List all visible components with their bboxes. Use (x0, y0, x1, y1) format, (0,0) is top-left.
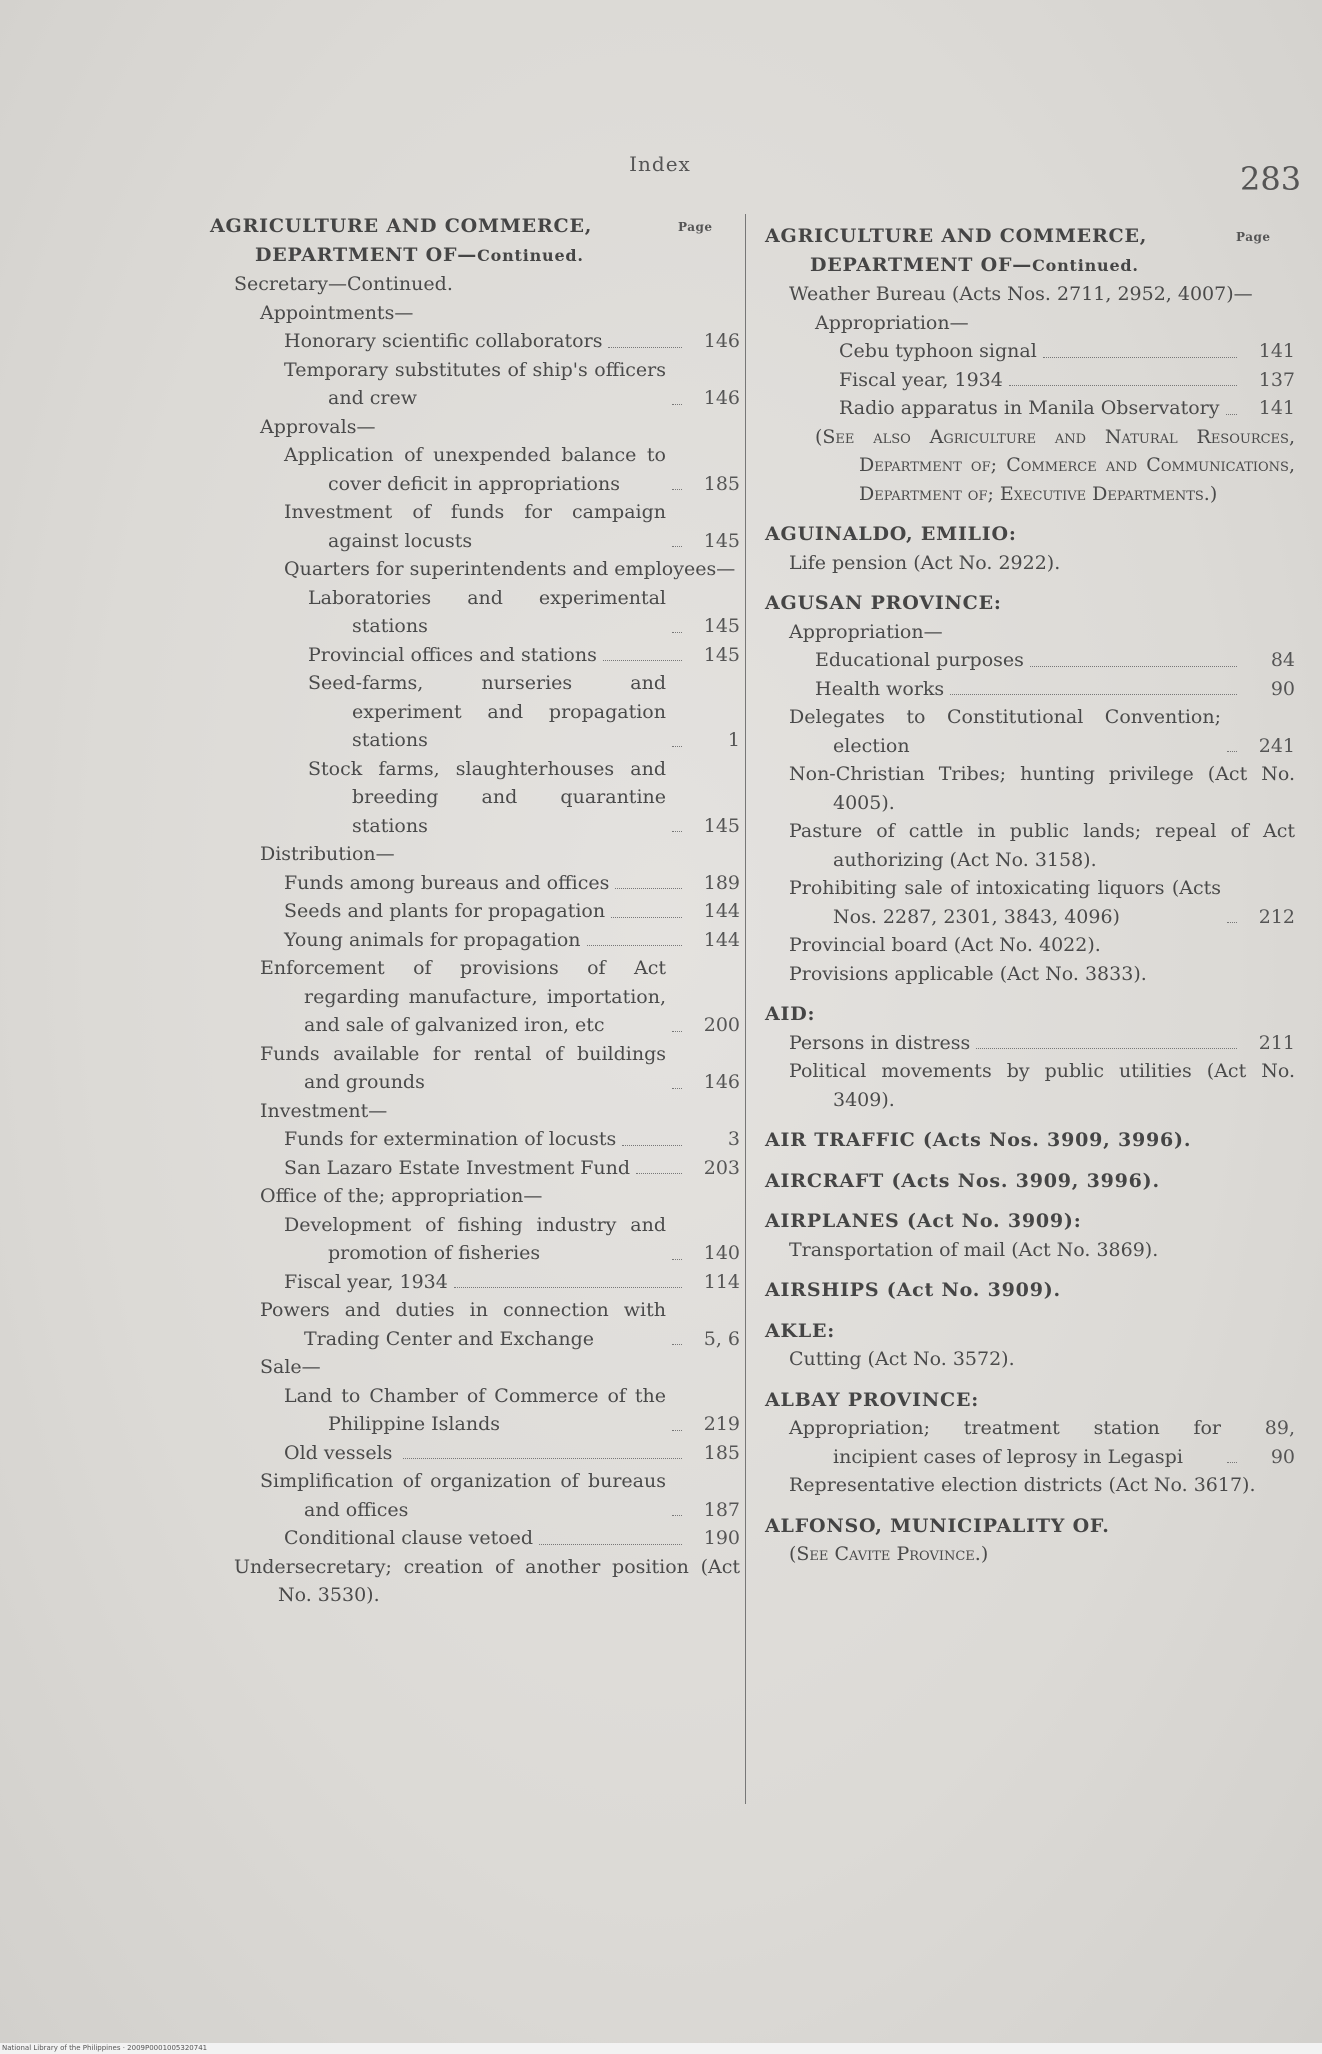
index-entry (210, 1524, 740, 1553)
index-entry (210, 926, 740, 955)
page-reference: 211 (1258, 1031, 1295, 1054)
page-reference: 84 (1270, 649, 1295, 671)
entry-text: AIRCRAFT (Acts Nos. 3909, 3996). (765, 1169, 1160, 1192)
dot-leader (636, 1173, 682, 1174)
dot-leader (454, 1287, 682, 1288)
index-entry (210, 584, 740, 641)
column-divider (745, 214, 746, 1804)
dot-leader (672, 1344, 682, 1345)
entry-text: Investment of funds for campaign against locusts (284, 501, 666, 552)
dot-leader (672, 489, 682, 490)
index-entry (210, 1382, 740, 1439)
entry-text: Provisions applicable (Act No. 3833). (789, 962, 1147, 985)
index-heading (765, 589, 1295, 618)
index-entry (210, 755, 740, 841)
index-entry (765, 394, 1295, 423)
dot-leader (672, 546, 682, 547)
entry-text: Sale— (260, 1356, 321, 1378)
dot-leader (672, 746, 682, 747)
index-entry (765, 337, 1295, 366)
index-entry (210, 1353, 740, 1382)
index-entry (210, 327, 740, 356)
page-reference: 185 (703, 1441, 740, 1464)
entry-text: Persons in distress (789, 1031, 971, 1054)
page-reference: 145 (703, 615, 740, 637)
page-reference: 185 (703, 472, 740, 495)
page-reference: 114 (703, 1270, 740, 1293)
index-entry (210, 897, 740, 926)
entry-text: AIRPLANES (Act No. 3909): (765, 1210, 1082, 1232)
entry-text: Simplification of organization of bureaus and offices (260, 1470, 666, 1521)
heading-continued: Continued. (1032, 255, 1139, 275)
dot-leader (587, 945, 682, 946)
left-entry-list (210, 270, 740, 1610)
index-entry (765, 1414, 1295, 1471)
left-page-column-header: Page (678, 220, 713, 234)
index-entry (765, 675, 1295, 704)
right-column-heading (765, 222, 1295, 280)
dot-leader (603, 660, 682, 661)
entry-text: Application of unexpended balance to cover deficit in appropriations (284, 444, 666, 495)
index-entry (765, 366, 1295, 395)
index-entry (210, 840, 740, 869)
page-reference: 146 (703, 330, 740, 352)
index-entry (210, 1125, 740, 1154)
page-reference: 200 (703, 1014, 740, 1036)
entry-text: Powers and duties in connection with Trading Center and Exchange (260, 1299, 666, 1350)
index-entry (210, 1467, 740, 1524)
page-reference: 140 (703, 1242, 740, 1264)
index-heading (765, 520, 1295, 549)
dot-leader (1226, 414, 1237, 415)
entry-text: Transportation of mail (Act No. 3869). (789, 1238, 1159, 1261)
entry-text: Life pension (Act No. 2922). (789, 551, 1061, 574)
left-column-heading (210, 212, 740, 270)
dot-leader (672, 1088, 682, 1089)
entry-text: Appropriation; treatment station for incipient cases of leprosy in Legaspi (789, 1417, 1221, 1468)
entry-text: Conditional clause vetoed (284, 1527, 534, 1549)
index-entry (765, 760, 1295, 817)
heading-line-2: DEPARTMENT OF— (810, 253, 1033, 276)
index-heading (765, 1317, 1295, 1346)
entry-text: Approvals— (260, 415, 376, 438)
page-reference: 212 (1258, 905, 1295, 928)
index-entry (765, 646, 1295, 675)
entry-text: Land to Chamber of Commerce of the Philippine Islands (284, 1384, 666, 1435)
index-entry (210, 641, 740, 670)
page-reference: 145 (703, 643, 740, 666)
page-reference: 137 (1258, 368, 1295, 391)
entry-text: Development of fishing industry and promotion of fisheries (284, 1213, 666, 1264)
page-reference: 144 (703, 928, 740, 951)
entry-text: Funds among bureaus and offices (284, 871, 610, 894)
entry-text: Provincial board (Act No. 4022). (789, 934, 1101, 956)
page-reference: 3 (727, 1128, 740, 1150)
scan-footer: National Library of the Philippines · 2009P0001005320741 (0, 2043, 1322, 2054)
index-entry (765, 309, 1295, 338)
index-heading (765, 1167, 1295, 1196)
entry-text: Fiscal year, 1934 (284, 1270, 448, 1293)
heading-line-2: DEPARTMENT OF— (255, 243, 478, 266)
dot-leader (403, 1458, 682, 1459)
index-entry (765, 960, 1295, 989)
entry-text: Appropriation— (815, 311, 969, 334)
index-entry (210, 1182, 740, 1211)
index-entry (765, 1345, 1295, 1374)
dot-leader (1227, 922, 1237, 923)
dot-leader (539, 1544, 682, 1545)
entry-text: AKLE: (765, 1319, 836, 1342)
right-page-column-header: Page (1236, 230, 1271, 244)
dot-leader (1227, 1462, 1237, 1463)
entry-text: Provincial offices and stations (308, 643, 597, 666)
entry-text: Secretary—Continued. (234, 273, 453, 295)
page-reference: 144 (703, 900, 740, 922)
right-column (765, 222, 1295, 1569)
index-entry (210, 441, 740, 498)
dot-leader (622, 1145, 682, 1146)
dot-leader (615, 888, 682, 889)
index-entry (765, 549, 1295, 578)
index-heading (765, 1276, 1295, 1305)
index-heading (765, 1386, 1295, 1415)
index-entry (210, 1553, 740, 1610)
dot-leader (672, 1259, 682, 1260)
entry-text: ALBAY PROVINCE: (765, 1388, 980, 1411)
index-entry (765, 1471, 1295, 1500)
index-entry (210, 1097, 740, 1126)
heading-line-1: AGRICULTURE AND COMMERCE, (210, 215, 593, 237)
index-entry (765, 1236, 1295, 1265)
index-heading (765, 1000, 1295, 1029)
entry-text: Temporary substitutes of ship's officers and crew (284, 358, 666, 409)
dot-leader (672, 404, 682, 405)
entry-text: Enforcement of provisions of Act regarding manufacture, importation, and sale of galvanized iron, etc (260, 957, 666, 1036)
page-reference: 190 (703, 1527, 740, 1549)
index-heading (765, 1512, 1295, 1541)
page-reference: 146 (703, 1071, 740, 1093)
dot-leader (1009, 385, 1237, 386)
entry-text: Stock farms, slaughterhouses and breeding and quarantine stations (308, 757, 666, 837)
page-reference: 189 (703, 871, 740, 894)
index-entry (210, 555, 740, 584)
entry-text: Representative election districts (Act No. 3617). (789, 1474, 1256, 1496)
entry-text: Laboratories and experimental stations (308, 586, 666, 637)
entry-text: Old vessels (284, 1441, 393, 1464)
entry-text: Radio apparatus in Manila Observatory (839, 397, 1220, 419)
page-reference: 146 (703, 387, 740, 409)
index-entry (210, 299, 740, 328)
index-heading (765, 1126, 1295, 1155)
entry-text: Non-Christian Tribes; hunting privilege (Act No. 4005). (789, 763, 1295, 814)
entry-text: Seed-farms, nurseries and experiment and propagation stations (308, 672, 666, 751)
index-entry (765, 280, 1295, 309)
entry-text: (See Cavite Province.) (789, 1543, 989, 1565)
dot-leader (672, 1515, 682, 1516)
dot-leader (672, 1031, 682, 1032)
entry-text: AGUSAN PROVINCE: (765, 592, 1002, 614)
page-reference: 5, 6 (703, 1327, 740, 1350)
heading-continued: Continued. (477, 245, 584, 265)
running-head: Index (629, 152, 691, 176)
index-entry (765, 874, 1295, 931)
entry-text: Weather Bureau (Acts Nos. 2711, 2952, 4007)— (789, 283, 1253, 305)
entry-text: San Lazaro Estate Investment Fund (284, 1156, 631, 1179)
entry-text: Delegates to Constitutional Convention; election (789, 706, 1221, 757)
index-entry (765, 1029, 1295, 1058)
entry-text: AGUINALDO, EMILIO: (765, 523, 1017, 545)
index-entry (210, 1211, 740, 1268)
entry-text: Funds available for rental of buildings and grounds (260, 1042, 666, 1093)
dot-leader (608, 347, 682, 348)
index-entry (765, 1540, 1295, 1569)
index-entry (765, 703, 1295, 760)
dot-leader (1030, 666, 1237, 667)
page-reference: 187 (703, 1498, 740, 1521)
index-entry (765, 1057, 1295, 1114)
index-entry (210, 1040, 740, 1097)
index-entry (765, 618, 1295, 647)
index-entry (210, 669, 740, 755)
entry-text: Health works (815, 677, 945, 700)
entry-text: Office of the; appropriation— (260, 1185, 543, 1207)
index-entry (210, 270, 740, 299)
index-entry (210, 498, 740, 555)
entry-text: Appropriation— (789, 620, 943, 643)
index-entry (210, 356, 740, 413)
heading-line-1: AGRICULTURE AND COMMERCE, (765, 225, 1148, 247)
entry-text: Prohibiting sale of intoxicating liquors (Acts Nos. 2287, 2301, 3843, 4096) (789, 877, 1221, 928)
entry-text: ALFONSO, MUNICIPALITY OF. (765, 1514, 1110, 1537)
dot-leader (1043, 357, 1237, 358)
entry-text: Funds for extermination of locusts (284, 1128, 617, 1150)
dot-leader (950, 694, 1237, 695)
index-heading (765, 1207, 1295, 1236)
index-entry (210, 413, 740, 442)
dot-leader (672, 1430, 682, 1431)
entry-text: (See also Agriculture and Natural Resources, Department of; Commerce and Communications, Department of; Executive Departments.) (815, 425, 1295, 505)
page-reference: 219 (703, 1413, 740, 1435)
entry-text: Appointments— (260, 301, 414, 324)
entry-text: Cebu typhoon signal (839, 340, 1037, 362)
left-column (210, 212, 740, 1610)
entry-text: Cutting (Act No. 3572). (789, 1348, 1015, 1370)
right-entry-list (765, 280, 1295, 1569)
page-reference: 145 (703, 529, 740, 552)
index-entry (765, 817, 1295, 874)
page-reference: 141 (1258, 397, 1295, 419)
entry-text: Pasture of cattle in public lands; repeal of Act authorizing (Act No. 3158). (789, 820, 1295, 871)
index-entry (210, 954, 740, 1040)
dot-leader (672, 831, 682, 832)
entry-text: Investment— (260, 1099, 388, 1122)
entry-text: Seeds and plants for propagation (284, 900, 606, 922)
entry-text: AID: (765, 1003, 816, 1025)
page-reference: 241 (1258, 734, 1295, 757)
index-entry (210, 1296, 740, 1353)
page-reference: 141 (1258, 340, 1295, 362)
entry-text: Educational purposes (815, 649, 1024, 671)
dot-leader (1227, 751, 1237, 752)
entry-text: Honorary scientific collaborators (284, 330, 603, 352)
index-entry (765, 423, 1295, 509)
dot-leader (976, 1048, 1237, 1049)
entry-text: AIRSHIPS (Act No. 3909). (765, 1279, 1061, 1301)
entry-text: Quarters for superintendents and employees— (284, 558, 736, 580)
page-number: 283 (1240, 160, 1302, 198)
page-reference: 89, 90 (1264, 1417, 1295, 1468)
entry-text: Young animals for propagation (284, 928, 581, 951)
index-entry (210, 1268, 740, 1297)
dot-leader (611, 917, 682, 918)
dot-leader (672, 632, 682, 633)
entry-text: Political movements by public utilities (Act No. 3409). (789, 1060, 1295, 1111)
entry-text: AIR TRAFFIC (Acts Nos. 3909, 3996). (765, 1129, 1192, 1151)
entry-text: Fiscal year, 1934 (839, 368, 1003, 391)
page-reference: 1 (727, 729, 740, 751)
page-reference: 90 (1270, 677, 1295, 700)
page-reference: 145 (703, 814, 740, 837)
index-entry (210, 1154, 740, 1183)
entry-text: Distribution— (260, 843, 395, 865)
index-entry (210, 869, 740, 898)
index-entry (210, 1439, 740, 1468)
index-entry (765, 931, 1295, 960)
entry-text: Undersecretary; creation of another position (Act No. 3530). (234, 1555, 740, 1606)
page-reference: 203 (703, 1156, 740, 1179)
